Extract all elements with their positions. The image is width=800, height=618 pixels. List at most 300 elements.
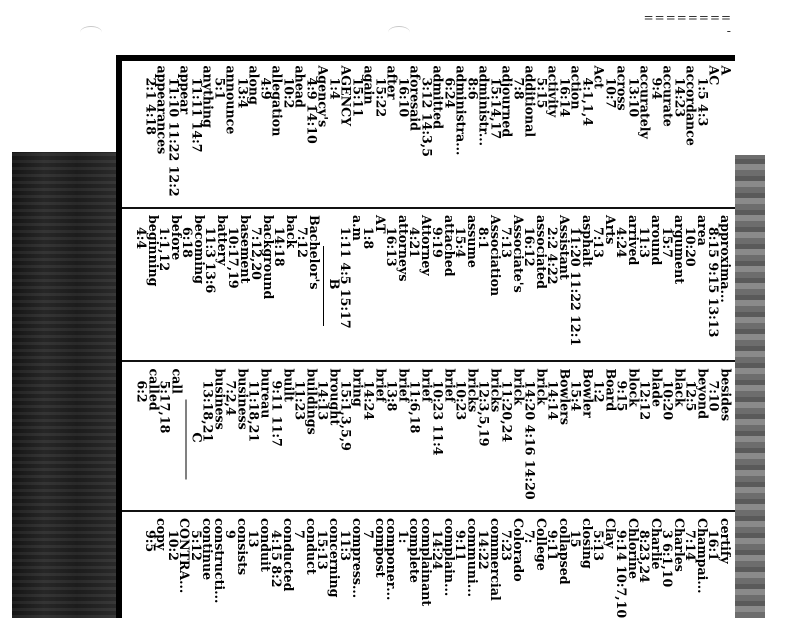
- index-term: compress...: [350, 518, 365, 599]
- column-divider: [122, 207, 735, 209]
- page-line-refs: 1:11 4:5 15:17: [338, 227, 354, 329]
- index-entry: [271, 516, 294, 618]
- index-entry: [317, 366, 340, 508]
- index-term: business: [235, 368, 250, 430]
- index-entry: [225, 516, 248, 618]
- index-entry: [616, 213, 639, 358]
- index-term: bricks: [488, 368, 503, 412]
- index-term: adjourned: [499, 65, 515, 137]
- index-term: background: [261, 215, 276, 300]
- page-line-refs: 14:13: [315, 380, 331, 420]
- page-line-refs: 5:15: [534, 77, 549, 108]
- page-line-refs: 13:10: [626, 77, 641, 117]
- index-term: conducted: [281, 518, 296, 592]
- index-entry: [536, 63, 559, 205]
- index-term: bring: [350, 368, 365, 407]
- index-term: complain...: [442, 518, 457, 597]
- page-line-refs: 7:12,20: [249, 227, 265, 280]
- index-term: Chlorine: [626, 518, 641, 579]
- page-line-refs: 6:24: [442, 77, 457, 108]
- index-term: besides: [718, 368, 733, 421]
- index-term: Charles: [672, 518, 687, 572]
- index-term: Associate's: [511, 215, 526, 293]
- index-term: AT: [373, 215, 388, 234]
- index-entry: [228, 213, 251, 358]
- header-mark: - ========: [642, 11, 731, 39]
- index-entry: [136, 366, 159, 508]
- page-line-refs: 16:1: [706, 530, 722, 561]
- index-term: approxima...: [718, 215, 733, 303]
- index-entry: [593, 366, 616, 508]
- index-entry: [570, 366, 593, 508]
- index-term: Assistant: [557, 215, 572, 280]
- page-line-refs: 9:19: [430, 227, 446, 258]
- page-line-refs: 11:20 11:22 12:1: [568, 227, 584, 347]
- index-term: announce: [223, 65, 239, 134]
- page-line-refs: 10:23: [453, 380, 469, 420]
- index-entry: [651, 63, 674, 205]
- index-entry: [685, 516, 708, 618]
- index-entry: [582, 63, 605, 205]
- index-column: [122, 211, 735, 358]
- index-entry: [685, 366, 708, 508]
- index-term: Bowler: [580, 368, 595, 418]
- index-entry: [352, 63, 375, 205]
- index-term: beyond: [695, 368, 710, 419]
- index-term: Arts: [603, 215, 618, 245]
- index-term: conduit: [258, 518, 273, 572]
- index-entry: [421, 63, 444, 205]
- index-term: aforesaid: [407, 65, 423, 131]
- page-line-refs: 16:12: [522, 227, 538, 267]
- index-entry: [478, 516, 501, 618]
- index-term: brought: [327, 368, 342, 425]
- index-entry: [639, 366, 662, 508]
- index-term: certify: [718, 518, 733, 564]
- index-term: bureau: [258, 368, 273, 418]
- index-term: allegation: [269, 65, 285, 136]
- page-line-refs: 14:14: [545, 380, 561, 420]
- index-entry: [685, 213, 708, 358]
- page-line-refs: 15:22: [373, 77, 388, 117]
- page-line-refs: 5:12: [189, 530, 204, 561]
- index-entry: [478, 213, 501, 358]
- page-line-refs: 1:2: [591, 380, 607, 403]
- page-line-refs: 10:23 11:4: [430, 380, 446, 456]
- index-term: complete: [407, 518, 423, 583]
- index-term: Champai...: [695, 518, 710, 594]
- index-entry: [697, 63, 720, 205]
- index-term: Agency's: [315, 65, 331, 127]
- page-line-refs: 1:5 4:3: [695, 77, 710, 126]
- index-term: Colorado: [511, 518, 526, 582]
- index-term: brief: [373, 368, 388, 402]
- page-line-refs: 14:18: [272, 227, 288, 267]
- index-page: [116, 55, 735, 618]
- page-line-refs: 7: [292, 530, 308, 539]
- page-line-refs: 4:1,1,4: [580, 77, 595, 126]
- index-term: asphalt: [580, 215, 595, 267]
- index-entry: [570, 213, 593, 358]
- scan-margin-left: [12, 152, 120, 618]
- index-term: Bachelor's: [307, 215, 322, 290]
- page-line-refs: 13:18,21: [200, 380, 216, 442]
- index-entry: [662, 366, 685, 508]
- page-line-refs: 8:23,24: [637, 530, 653, 583]
- index-entry: [570, 516, 593, 618]
- index-term: associated: [534, 215, 549, 289]
- page-line-refs: 15:1,3,5,9: [338, 380, 354, 451]
- page-line-refs: 11:3: [637, 227, 653, 258]
- index-term: action: [568, 65, 584, 109]
- index-term: before: [169, 215, 184, 261]
- index-entry: [559, 63, 582, 205]
- index-entry: [214, 63, 237, 205]
- index-entry: [501, 366, 524, 508]
- punch-hole-mark: [80, 26, 102, 39]
- index-entry: [191, 516, 214, 618]
- index-entry: [432, 213, 455, 358]
- page-line-refs: 15:4: [453, 227, 469, 258]
- punch-hole-mark: [388, 26, 410, 39]
- index-term: brief: [442, 368, 457, 402]
- index-entry: [159, 366, 182, 508]
- index-entry: [639, 516, 662, 618]
- index-term: College: [534, 518, 549, 571]
- index-term: a.m: [350, 215, 365, 241]
- index-entry: [248, 516, 271, 618]
- index-entry: [628, 63, 651, 205]
- page-line-refs: 12:12: [637, 380, 653, 420]
- index-term: accurate: [660, 65, 676, 127]
- index-entry: [547, 516, 570, 618]
- page-line-refs: 16:13: [384, 227, 400, 267]
- index-entry: [432, 366, 455, 508]
- index-entry: [524, 516, 547, 618]
- index-term: block: [626, 368, 641, 407]
- index-term: built: [281, 368, 296, 402]
- index-term: complainant: [419, 518, 434, 607]
- section-letter: B: [326, 278, 341, 290]
- index-term: arrived: [626, 215, 641, 266]
- index-term: Act: [591, 65, 607, 89]
- page-line-refs: 10:17,19: [226, 227, 242, 289]
- index-entry: [455, 366, 478, 508]
- page-line-refs: 14:24: [361, 380, 377, 420]
- page-line-refs: 7: [361, 530, 377, 539]
- index-term: brief: [396, 368, 411, 402]
- page-line-refs: 9:5: [143, 530, 158, 553]
- scan-margin-right: [735, 155, 765, 618]
- index-entry: [501, 516, 524, 618]
- index-term: admitted: [430, 65, 446, 129]
- index-entry: [145, 516, 168, 618]
- page-line-refs: 13:4: [235, 77, 250, 108]
- index-entry: [593, 213, 616, 358]
- index-entry: [593, 516, 616, 618]
- index-term: buildings: [304, 368, 319, 435]
- index-entry: [524, 213, 547, 358]
- index-term: administra...: [453, 65, 469, 155]
- page-line-refs: 5:13: [591, 530, 607, 561]
- page-line-refs: 7:13: [499, 227, 515, 258]
- index-term: accurately: [637, 65, 653, 139]
- index-term: black: [672, 368, 687, 407]
- page-line-refs: 9:15: [614, 380, 630, 411]
- page-line-refs: 7:8: [511, 77, 526, 100]
- index-term: business: [212, 368, 227, 430]
- page-line-refs: 14:20 4:16 14:20: [522, 380, 538, 500]
- index-entry: [444, 63, 467, 205]
- index-term: activity: [545, 65, 561, 117]
- index-entry: [409, 213, 432, 358]
- page-line-refs: 1:: [396, 530, 411, 544]
- index-entry: [182, 213, 205, 358]
- page-line-refs: 14:24: [430, 530, 446, 570]
- page-line-refs: 4:4: [134, 227, 150, 250]
- index-entry: [662, 213, 685, 358]
- index-term: brick: [511, 368, 526, 405]
- page-line-refs: 11:6,18: [407, 380, 423, 433]
- page-line-refs: 7:23: [499, 530, 515, 561]
- page-line-refs: 4:21: [407, 227, 423, 258]
- index-term: basement: [238, 215, 253, 284]
- index-entry: [616, 516, 639, 618]
- index-entry: [306, 63, 329, 205]
- index-term: attached: [442, 215, 457, 277]
- index-term: across: [614, 65, 630, 111]
- index-entry: [205, 213, 228, 358]
- index-term: again: [361, 65, 377, 105]
- index-entry: [674, 63, 697, 205]
- index-term: componer...: [384, 518, 400, 601]
- index-entry: [191, 63, 214, 205]
- index-term: compost: [373, 518, 388, 578]
- page-line-refs: 9:11: [453, 530, 469, 561]
- index-term: along: [246, 65, 262, 105]
- index-entry: [708, 366, 731, 508]
- page-line-refs: 10:2: [281, 77, 296, 108]
- index-entry: [274, 213, 297, 358]
- index-entry: [294, 366, 317, 508]
- index-entry: [340, 366, 363, 508]
- page-line-refs: 16:14: [557, 77, 572, 117]
- index-term: Board: [603, 368, 618, 411]
- index-term: called: [146, 368, 161, 411]
- index-entry: [490, 63, 513, 205]
- page-line-refs: 4:9 14:10: [304, 77, 319, 144]
- index-entry: [467, 63, 490, 205]
- index-entry: [317, 516, 340, 618]
- index-entry: [639, 213, 662, 358]
- index-term: battery: [215, 215, 230, 266]
- index-term: appearances: [154, 65, 170, 154]
- index-term: brief: [419, 368, 434, 402]
- index-entry: [455, 516, 478, 618]
- index-term: Attorney: [419, 215, 434, 276]
- page-line-refs: 12:5: [683, 380, 699, 411]
- page-line-refs: 4:15 8:2: [269, 530, 285, 588]
- index-entry: [708, 213, 731, 358]
- index-entry: [616, 366, 639, 508]
- page-line-refs: 3:12 14:3,5: [419, 77, 434, 157]
- index-entry: [136, 213, 159, 358]
- index-term: CONTRA...: [177, 518, 193, 594]
- page-line-refs: 12:3,5,19: [476, 380, 492, 446]
- page-line-refs: 8:6: [465, 77, 480, 100]
- index-term: Association: [488, 215, 503, 297]
- index-term: bricks: [465, 368, 480, 412]
- page-line-refs: 11:10 11:22 12:2: [166, 77, 181, 197]
- page-line-refs: 8:15 9:15 13:13: [706, 227, 722, 338]
- page-line-refs: 7:12: [295, 227, 311, 258]
- page-line-refs: 14:22: [476, 530, 492, 570]
- index-term: collapsed: [557, 518, 572, 585]
- index-term: A: [718, 65, 733, 75]
- page-line-refs: 11:3 13:6: [203, 227, 219, 294]
- page-line-refs: 7:2,4: [223, 380, 239, 416]
- index-term: argument: [672, 215, 687, 285]
- index-term: around: [649, 215, 664, 266]
- page-line-refs: 16:10: [396, 77, 411, 117]
- index-term: anything: [200, 65, 216, 128]
- index-entry: [386, 366, 409, 508]
- page-line-refs: 11:20,24: [499, 380, 515, 442]
- page-line-refs: 6:2: [134, 380, 150, 403]
- index-entry: [501, 213, 524, 358]
- index-entry: [145, 63, 168, 205]
- index-column: [122, 364, 735, 508]
- index-entry: [363, 366, 386, 508]
- index-term: blade: [649, 368, 664, 407]
- index-term: continue: [200, 518, 216, 581]
- index-entry: [251, 213, 274, 358]
- page-line-refs: 15: [568, 530, 584, 548]
- page-line-refs: 9:4: [649, 77, 664, 100]
- index-entry: [159, 213, 182, 358]
- index-term: Clay: [603, 518, 618, 549]
- index-term: constructi...: [212, 518, 227, 604]
- page-line-refs: 15:4: [568, 380, 584, 411]
- index-entry: [237, 63, 260, 205]
- page-line-refs: 4:24: [614, 227, 630, 258]
- section-rule: [185, 399, 186, 479]
- page-line-refs: 1:1,12: [157, 227, 173, 272]
- index-entry: [363, 516, 386, 618]
- page-line-refs: 1:4: [327, 77, 342, 100]
- index-entry: [225, 366, 248, 508]
- page-line-refs: 13:8: [384, 380, 400, 411]
- index-term: beginning: [146, 215, 161, 287]
- page-line-refs: 11:11 14:7: [189, 77, 204, 153]
- page-line-refs: 8:1: [476, 227, 492, 250]
- page-line-refs: 11:18,21: [246, 380, 262, 442]
- index-term: brick: [534, 368, 549, 405]
- index-entry: [455, 213, 478, 358]
- index-entry: [432, 516, 455, 618]
- index-term: communi...: [465, 518, 480, 597]
- index-entry: [248, 366, 271, 508]
- index-term: conduct: [304, 518, 319, 575]
- index-term: concerning: [327, 518, 342, 598]
- page-line-refs: 10:20: [660, 380, 676, 420]
- index-entry: [547, 366, 570, 508]
- page-line-refs: 15:11: [350, 77, 365, 117]
- index-entry: [260, 63, 283, 205]
- page-line-refs: 15:14,17: [488, 77, 503, 139]
- index-entry: [513, 63, 536, 205]
- index-entry: [524, 366, 547, 508]
- index-entry: [340, 213, 363, 358]
- page-line-refs: 10:2: [166, 530, 181, 561]
- index-term: accordance: [683, 65, 699, 146]
- index-entry: [340, 516, 363, 618]
- page-line-refs: 1:8: [361, 227, 377, 250]
- page-line-refs: 9:11 11:7: [269, 380, 285, 447]
- index-term: Bowlers: [557, 368, 572, 425]
- index-term: Charlie: [649, 518, 664, 570]
- index-entry: [168, 516, 191, 618]
- index-term: closing: [580, 518, 595, 569]
- index-entry: [398, 516, 421, 618]
- page-line-refs: 9: [223, 530, 239, 539]
- index-column: [122, 61, 735, 205]
- index-entry: [547, 213, 570, 358]
- index-term: AGENCY: [338, 65, 354, 126]
- index-entry: [398, 63, 421, 205]
- page-line-refs: 15:7: [660, 227, 676, 258]
- index-entry: [478, 366, 501, 508]
- index-term: commercial: [488, 518, 503, 601]
- page-line-refs: 14:23: [672, 77, 687, 117]
- page-line-refs: 10:7: [603, 77, 618, 108]
- column-divider: [122, 360, 735, 362]
- index-term: attorneys: [396, 215, 411, 282]
- section-rule: [323, 246, 324, 326]
- page-line-refs: 7:: [522, 530, 538, 544]
- page-line-refs: 11:23: [292, 380, 308, 420]
- index-term: AC: [706, 65, 722, 85]
- index-term: consists: [235, 518, 250, 576]
- index-term: ahead: [292, 65, 308, 108]
- index-term: additional: [522, 65, 538, 137]
- page-line-refs: 7:10: [706, 380, 722, 411]
- column-divider: [122, 510, 735, 512]
- index-term: area: [695, 215, 710, 246]
- page-line-refs: 11:3: [338, 530, 354, 561]
- page-line-refs: 7:14: [683, 530, 699, 561]
- index-entry: [294, 516, 317, 618]
- index-term: becoming: [192, 215, 207, 284]
- page-line-refs: 5:1: [212, 77, 227, 100]
- index-entry: [363, 213, 386, 358]
- page-line-refs: 9:14 10:7,10: [614, 530, 630, 618]
- page-line-refs: 4:9: [258, 77, 273, 100]
- index-entry: [386, 213, 409, 358]
- index-term: call: [169, 368, 184, 394]
- index-term: back: [284, 215, 299, 249]
- page-line-refs: 2:1 4:18: [143, 77, 158, 135]
- page-line-refs: 6:18: [180, 227, 196, 258]
- page-line-refs: 15:13: [315, 530, 331, 570]
- index-term: appear: [177, 65, 193, 114]
- index-entry: [297, 213, 320, 358]
- page-line-refs: 9:11: [545, 530, 561, 561]
- index-term: after: [384, 65, 400, 100]
- index-entry: [375, 63, 398, 205]
- index-entry: [168, 63, 191, 205]
- section-letter: C: [188, 431, 203, 443]
